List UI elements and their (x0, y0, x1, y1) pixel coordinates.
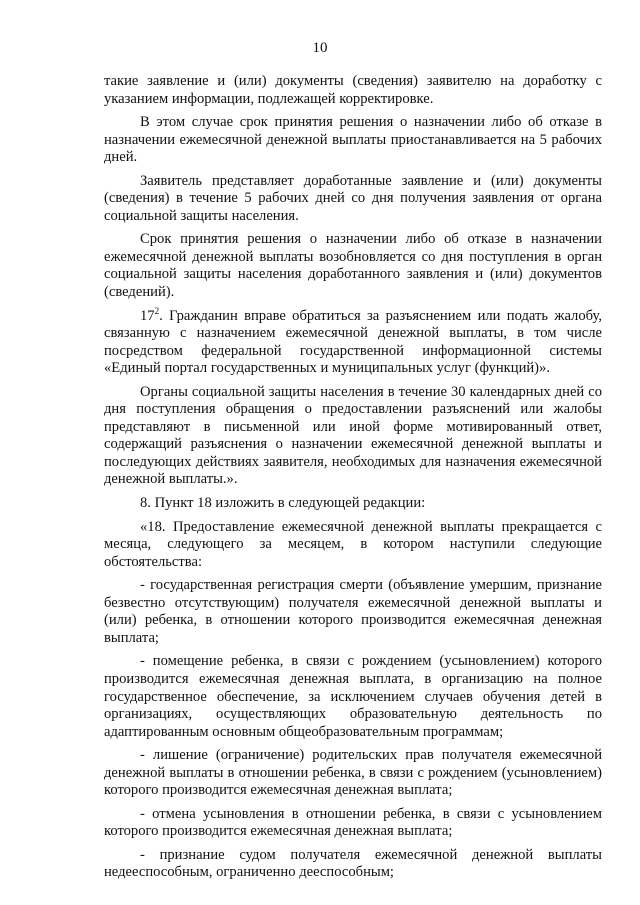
list-item-5: - признание судом получателя ежемесячной денежной выплаты недееспособным, ограниченно дееспособным; (104, 846, 602, 881)
list-item-2: - помещение ребенка, в связи с рождением (усыновлением) которого производится ежемесячная денежная выплата, в организацию на полное государственное обеспечение, за исключением случаев обучения детей в организациях, осуществляющих образовательную деятельность по адаптированным основным общеобразовательным программам; (104, 653, 602, 740)
list-item-4: - отмена усыновления в отношении ребенка, в связи с усыновлением которого производится ежемесячная денежная выплата; (104, 805, 602, 840)
paragraph-3: Заявитель представляет доработанные заявление и (или) документы (сведения) в течение 5 рабочих дней со дня получения заявления от органа социальной защиты населения. (104, 172, 602, 224)
paragraph-4: Срок принятия решения о назначении либо об отказе в назначении ежемесячной денежной выплаты возобновляется со дня поступления в орган социальной защиты населения доработанного заявления и (или) документов (сведений). (104, 231, 602, 301)
paragraph-7: 8. Пункт 18 изложить в следующей редакции: (140, 495, 426, 512)
page-number: 10 (312, 40, 328, 56)
paragraph-8: «18. Предоставление ежемесячной денежной выплаты прекращается с месяца, следующего за месяцем, в котором наступили следующие обстоятельства: (104, 518, 602, 570)
paragraph-1: такие заявление и (или) документы (сведения) заявителю на доработку с указанием информации, подлежащей корректировке. (104, 73, 602, 107)
clause-superscript: 2 (154, 305, 160, 316)
list-item-3: - лишение (ограничение) родительских прав получателя ежемесячной денежной выплаты в отношении ребенка, в связи с рождением (усыновлением) которого производится ежемесячная денежная выплата; (104, 747, 602, 799)
paragraph-5 (104, 305, 602, 378)
list-item-1: - государственная регистрация смерти (объявление умершим, признание безвестно отсутствующим) получателя ежемесячной денежной выплаты и (или) ребенка, в отношении которого производится ежемесячная денежная выплата; (104, 577, 602, 646)
paragraph-2: В этом случае срок принятия решения о назначении либо об отказе в назначении ежемесячной денежной выплаты приостанавливается на 5 рабочих дней. (104, 114, 602, 166)
clause-number: 17 (140, 307, 155, 324)
document-body (104, 73, 602, 882)
clause-text: . Гражданин вправе обратиться за разъяснением или подать жалобу, связанную с назначением ежемесячной денежной выплаты, в том числе посредством федеральной государственной информационной системы «Единый портал государственных и муниципальных услуг (функций)». (104, 307, 602, 377)
paragraph-6: Органы социальной защиты населения в течение 30 календарных дней со дня поступления обращения о предоставлении разъяснений или жалобы представляют в письменной или иной форме мотивированный ответ, содержащий разъяснения о назначении ежемесячной денежной выплаты и последующих действиях заявителя, необходимых для назначения ежемесячной денежной выплаты.». (104, 383, 602, 488)
